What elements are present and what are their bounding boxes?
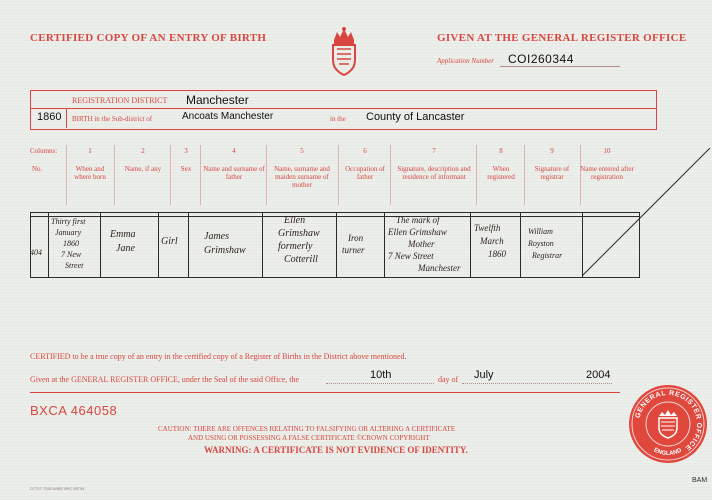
header-divider [524, 145, 525, 205]
seal-bottom-text: ENGLAND [652, 447, 683, 458]
entry-sex: Girl [161, 236, 178, 247]
royal-crest-icon [329, 26, 359, 83]
caution-line-2: AND USING OR POSSESSING A FALSE CERTIFICATE ©CROWN COPYRIGHT [188, 434, 430, 442]
district-value: Manchester [186, 93, 249, 107]
caution-line-1: CAUTION: THERE ARE OFFENCES RELATING TO FALSIFYING OR ALTERING A CERTIFICATE [158, 425, 456, 433]
registration-year: 1860 [37, 111, 62, 123]
corner-code: BAM [692, 477, 708, 484]
year-divider [66, 108, 67, 128]
certification-statement: CERTIFIED to be a true copy of an entry in the certified copy of a Register of Births in the District above mentioned. [30, 352, 407, 361]
column-1-header: 1 When and where born [74, 147, 106, 181]
certification-rule [30, 392, 620, 393]
column-10-header: 10 Name entered after registration [580, 147, 634, 181]
entry-informant: The mark of Ellen Grimshaw Mother 7 New Street Manchester [388, 215, 461, 273]
entry-name: Emma Jane [110, 229, 136, 254]
serial-number: BXCA 464058 [30, 403, 118, 418]
county-label: in the [330, 115, 346, 123]
column-9-header: 9 Signature of registrar [534, 147, 570, 181]
column-3-header: 3 Sex [180, 147, 192, 173]
footer-code: D7707 7280 5ABE 8RC 85754 [30, 486, 85, 491]
column-8-header: 8 When registered [487, 147, 515, 181]
day-of-label: day of [438, 375, 459, 384]
entry-number: 404 [30, 248, 42, 257]
identity-warning: WARNING: A CERTIFICATE IS NOT EVIDENCE OF IDENTITY. [204, 445, 468, 455]
header-divider [338, 145, 339, 205]
certificate-title: CERTIFIED COPY OF AN ENTRY OF BIRTH [30, 32, 267, 44]
application-number-underline [500, 66, 620, 67]
header-divider [476, 145, 477, 205]
application-number-label: Application Number [437, 57, 494, 65]
entry-divider [100, 212, 101, 277]
subdistrict-value: Ancoats Manchester [182, 111, 274, 122]
entry-when-where: Thirty first January 1860 7 New Street [51, 217, 86, 270]
header-divider [170, 145, 171, 205]
entry-divider [336, 212, 337, 277]
issuing-office-title: GIVEN AT THE GENERAL REGISTER OFFICE [437, 32, 687, 44]
entry-when-registered: Twelfth March 1860 [474, 223, 506, 259]
column-6-header: 6 Occupation of father [345, 147, 385, 181]
registration-divider [30, 108, 656, 109]
cancel-diagonal [582, 148, 712, 283]
entry-divider [262, 212, 263, 277]
entry-row-topline [30, 216, 639, 217]
column-4-header: 4 Name and surname of father [203, 147, 265, 181]
entry-divider [158, 212, 159, 277]
header-divider [390, 145, 391, 205]
day-underline [326, 382, 434, 384]
entry-divider [520, 212, 521, 277]
entry-father: James Grimshaw [204, 231, 246, 256]
certification-year: 2004 [586, 369, 611, 381]
header-divider [266, 145, 267, 205]
no-label: No. [32, 165, 43, 173]
entry-occupation: Iron turner [342, 233, 365, 255]
entry-registrar: William Royston Registrar [528, 227, 563, 260]
entry-divider [384, 212, 385, 277]
certification-day: 10th [370, 369, 392, 381]
column-7-header: 7 Signature, description and residence of informant [397, 147, 471, 181]
columns-label: Columns: [30, 147, 58, 155]
county-value: County of Lancaster [366, 111, 465, 123]
general-register-office-seal [628, 384, 708, 469]
subdistrict-label: BIRTH in the Sub-district of [72, 115, 153, 123]
column-5-header: 5 Name, surname and maiden surname of mother [274, 147, 330, 189]
seal-ring-text: GENERAL REGISTER OFFICE [634, 389, 703, 452]
entry-mother: Ellen Grimshaw formerly Cotterill [278, 215, 320, 265]
header-divider [114, 145, 115, 205]
entry-divider [188, 212, 189, 277]
header-divider [200, 145, 201, 205]
entry-divider [470, 212, 471, 277]
certification-month: July [474, 369, 494, 381]
month-underline [462, 382, 612, 384]
application-number: COI260344 [508, 52, 574, 66]
given-at-label: Given at the GENERAL REGISTER OFFICE, under the Seal of the said Office, the [30, 375, 300, 384]
column-2-header: 2 Name, if any [124, 147, 162, 173]
header-divider [66, 145, 67, 205]
district-label: REGISTRATION DISTRICT [72, 96, 168, 105]
entry-divider [48, 212, 49, 277]
header-divider [580, 145, 581, 205]
